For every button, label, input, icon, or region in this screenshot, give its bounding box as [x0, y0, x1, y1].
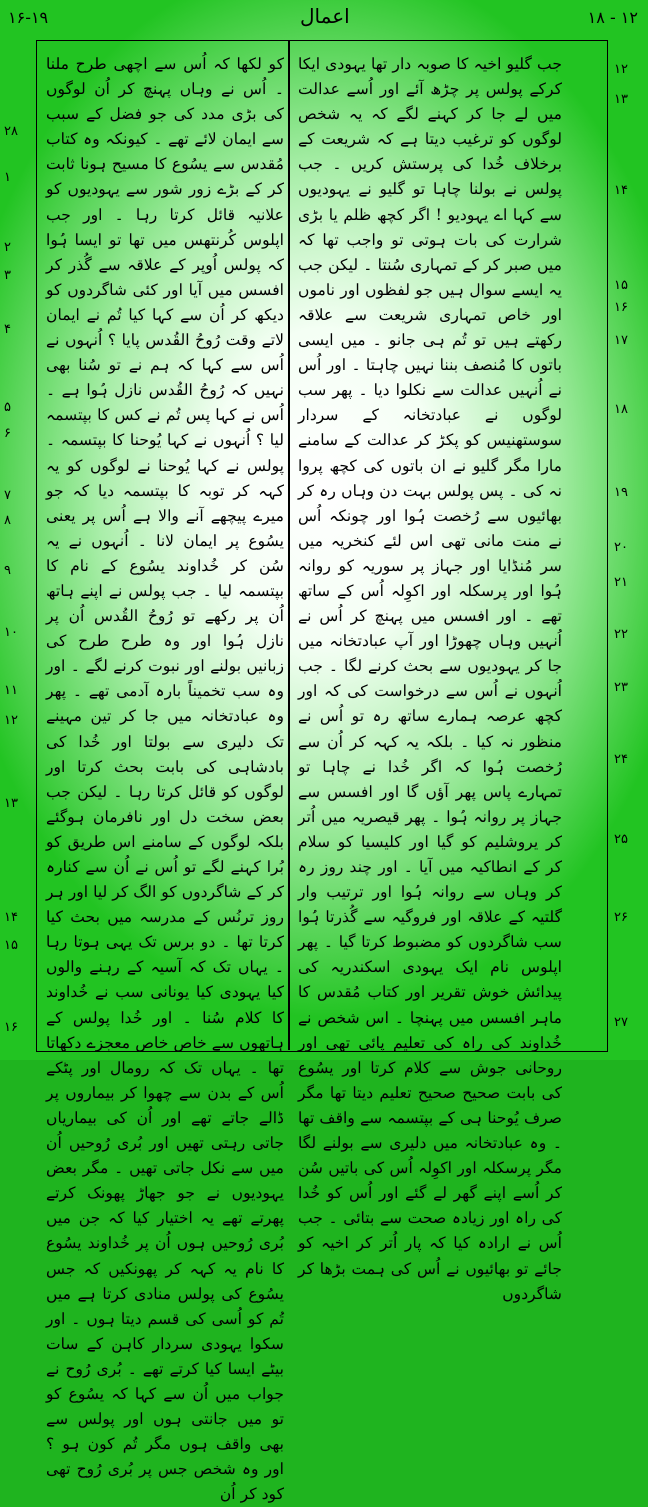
- verse-number: ۲۲: [614, 627, 628, 642]
- verse-number: ۲: [4, 240, 11, 255]
- chapter-range-right: ۱۸ - ۱۲: [587, 8, 638, 27]
- running-header: [0, 0, 648, 40]
- column-divider: [288, 40, 290, 1050]
- verse-number: ۱۵: [614, 278, 628, 293]
- verse-number: ۷: [4, 488, 11, 503]
- verse-number: ۱۸: [614, 402, 628, 417]
- verse-number: ۲۶: [614, 910, 628, 925]
- verse-number: ۱۷: [614, 333, 628, 348]
- right-column-text: جب گلیو اخیہ کا صوبہ دار تھا یہودی ایکا کرکے پولس پر چڑھ آئے اور اُسے عدالت میں لے جا کر کہنے لگے کہ یہ شخص لوگوں کو ترغیب دیتا ہے کہ شریعت کے برخلاف خُدا کی پرستش کریں ۔ جب پولس نے بولنا چاہا تو گلیو نے یہودیوں سے کہا اے یہودیو ! اگر کچھ ظلم یا بڑی شرارت کی بات ہوتی تو واجب تھا کہ میں صبر کر کے تمہاری سُنتا ۔ لیکن جب یہ ایسے سوال ہیں جو لفظوں اور ناموں اور خاص تمہاری شریعت سے علاقہ رکھتے ہیں تو تُم ہی جانو ۔ میں ایسی باتوں کا مُنصف بننا نہیں چاہتا ۔ اور اُس نے اُنہیں عدالت سے نکلوا دیا ۔ پھر سب لوگوں نے عبادتخانہ کے سردار سوستھنیس کو پکڑ کر عدالت کے سامنے مارا مگر گلیو نے ان باتوں کی کچھ پروا نہ کی ۔ پس پولس بہت دن وہاں رہ کر بھائیوں سے رُخصت ہُوا اور چونکہ اُس نے منت مانی تھی اس لئے کنخریہ میں سر مُنڈایا اور جہاز پر سوریہ کو روانہ ہُوا اور پرسکلہ اور اکوِلہ اُس کے ساتھ تھے ۔ اور افسس میں پہنچ کر اُس نے اُنہیں وہاں چھوڑا اور آپ عبادتخانہ میں جا کر یہودیوں سے بحث کرنے لگا ۔ جب اُنہوں نے اُس سے درخواست کی کہ اور کچھ عرصہ ہمارے ساتھ رہ تو اُس نے منظور نہ کیا ۔ بلکہ یہ کہہ کر اُن سے رُخصت ہُوا کہ اگر خُدا نے چاہا تو تمہارے پاس پھر آؤں گا اور افسس سے جہاز پر روانہ ہُوا ۔ پھر قیصریہ میں اُتر کر یروشلیم کو گیا اور کلیسیا کو سلام کر کے انطاکیہ میں آیا ۔ اور چند روز رہ کر وہاں سے روانہ ہُوا اور ترتیب وار گلتیہ کے علاقہ اور فروگیہ سے گُذرتا ہُوا سب شاگردوں کو مضبوط کرتا گیا ۔ پھر اپلوس نام ایک یہودی اسکندریہ کی پیدائش خوش تقریر اور کتاب مُقدس کا ماہر افسس میں پہنچا ۔ اس شخص نے خُداوند کی راہ کی تعلیم پائی تھی اور روحانی جوش سے کلام کرتا اور یسُوع کی بابت صحیح صحیح تعلیم دیتا تھا مگر صرف یُوحنا ہی کے بپتسمہ سے واقف تھا ۔ وہ عبادتخانہ میں دلیری سے بولنے لگا مگر پرسکلہ اور اکوِلہ اُس کی باتیں سُن کر اُسے اپنے گھر لے گئے اور اُس کو خُدا کی راہ اور زیادہ صحت سے بتائی ۔ جب اُس نے ارادہ کیا کہ پار اُتر کر اخیہ کو جائے تو بھائیوں نے اُس کی ہمت بڑھا کر شاگردوں: [298, 55, 562, 1303]
- verse-number: ۱۴: [4, 910, 18, 925]
- verse-number: ۱۳: [614, 92, 628, 107]
- verse-number: ۱۲: [614, 62, 628, 77]
- verse-number: ۱۱: [4, 683, 18, 698]
- verse-number: ۶: [4, 426, 11, 441]
- book-title: اعمال: [300, 4, 350, 28]
- verse-number: ۱: [4, 170, 11, 185]
- verse-number: ۱۴: [614, 183, 628, 198]
- verse-number: ۱۹: [614, 485, 628, 500]
- verse-number: ۲۴: [614, 752, 628, 767]
- verse-number: ۹: [4, 563, 11, 578]
- verse-number: ۱۰: [4, 625, 18, 640]
- chapter-range-left: ۱۶-۱۹: [8, 8, 49, 27]
- verse-number: ۱۶: [4, 1020, 18, 1035]
- verse-number: ۱۲: [4, 713, 18, 728]
- verse-number: ۲۸: [4, 124, 18, 139]
- verse-number: ۱۶: [614, 300, 628, 315]
- verse-number: ۱۵: [4, 938, 18, 953]
- verse-number: ۵: [4, 400, 11, 415]
- verse-number: ۸: [4, 513, 11, 528]
- verse-number: ۱۳: [4, 796, 18, 811]
- verse-number: ۲۳: [614, 680, 628, 695]
- verse-number: ۲۰: [614, 540, 628, 555]
- verse-number: ۴: [4, 322, 11, 337]
- verse-number: ۳: [4, 268, 11, 283]
- verse-number: ۲۱: [614, 575, 628, 590]
- verse-number: ۲۵: [614, 832, 628, 847]
- verse-number: ۲۷: [614, 1015, 628, 1030]
- left-column-text: کو لکھا کہ اُس سے اچھی طرح ملنا ۔ اُس نے وہاں پہنچ کر اُن لوگوں کی بڑی مدد کی جو فضل کے سبب سے ایمان لائے تھے ۔ کیونکہ وہ کتاب مُقدس سے یسُوع کا مسیح ہونا ثابت کر کے بڑے زور شور سے یہودیوں کو علانیہ قائل کرتا رہا ۔ اور جب اپلوس کُرنتھس میں تھا تو ایسا ہُوا کہ پولس اُوپر کے علاقہ سے گُذر کر افسس میں آیا اور کئی شاگردوں کو دیکھ کر اُن سے کہا کیا تُم نے ایمان لاتے وقت رُوحُ القُدس پایا ؟ اُنہوں نے اُس سے کہا کہ ہم نے تو سُنا بھی نہیں کہ رُوحُ القُدس نازل ہُوا ہے ۔ اُس نے کہا پس تُم نے کس کا بپتسمہ لیا ؟ اُنہوں نے کہا یُوحنا کا بپتسمہ ۔ پولس نے کہا یُوحنا نے لوگوں کو یہ کہہ کر توبہ کا بپتسمہ دیا کہ جو میرے پیچھے آنے والا ہے اُس پر یعنی یسُوع پر ایمان لانا ۔ اُنہوں نے یہ سُن کر خُداوند یسُوع کے نام کا بپتسمہ لیا ۔ جب پولس نے اپنے ہاتھ اُن پر رکھے تو رُوحُ القُدس اُن پر نازل ہُوا اور وہ طرح طرح کی زبانیں بولنے اور نبوت کرنے لگے ۔ اور وہ سب تخمیناً بارہ آدمی تھے ۔ پھر وہ عبادتخانہ میں جا کر تین مہینے تک دلیری سے بولتا اور خُدا کی بادشاہی کی بابت بحث کرتا اور لوگوں کو قائل کرتا رہا ۔ لیکن جب بعض سخت دل اور نافرمان ہوگئے بلکہ لوگوں کے سامنے اس طریق کو بُرا کہنے لگے تو اُس نے اُن سے کنارہ کر کے شاگردوں کو الگ کر لیا اور ہر روز ترنُس کے مدرسہ میں بحث کیا کرتا تھا ۔ دو برس تک یہی ہوتا رہا ۔ یہاں تک کہ آسیہ کے رہنے والوں کیا یہودی کیا یونانی سب نے خُداوند کا کلام سُنا ۔ اور خُدا پولس کے ہاتھوں سے خاص خاص معجزے دکھاتا تھا ۔ یہاں تک کہ رومال اور پٹکے اُس کے بدن سے چھوا کر بیماروں پر ڈالے جاتے تھے اور اُن کی بیماریاں جاتی رہتی تھیں اور بُری رُوحیں اُن میں سے نکل جاتی تھیں ۔ مگر بعض یہودیوں نے جو جھاڑ پھونک کرتے پھرتے تھے یہ اختیار کیا کہ جن میں بُری رُوحیں ہوں اُن پر خُداوند یسُوع کا نام یہ کہہ کر پھونکیں کہ جس یسُوع کی پولس منادی کرتا ہے میں تُم کو اُسی کی قسم دیتا ہوں ۔ اور سکوا یہودی سردار کاہن کے سات بیٹے ایسا کیا کرتے تھے ۔ بُری رُوح نے جواب میں اُن سے کہا کہ یسُوع کو تو میں جانتی ہوں اور پولس سے بھی واقف ہوں مگر تُم کون ہو ؟ اور وہ شخص جس پر بُری رُوح تھی کود کر اُن: [46, 55, 284, 1504]
